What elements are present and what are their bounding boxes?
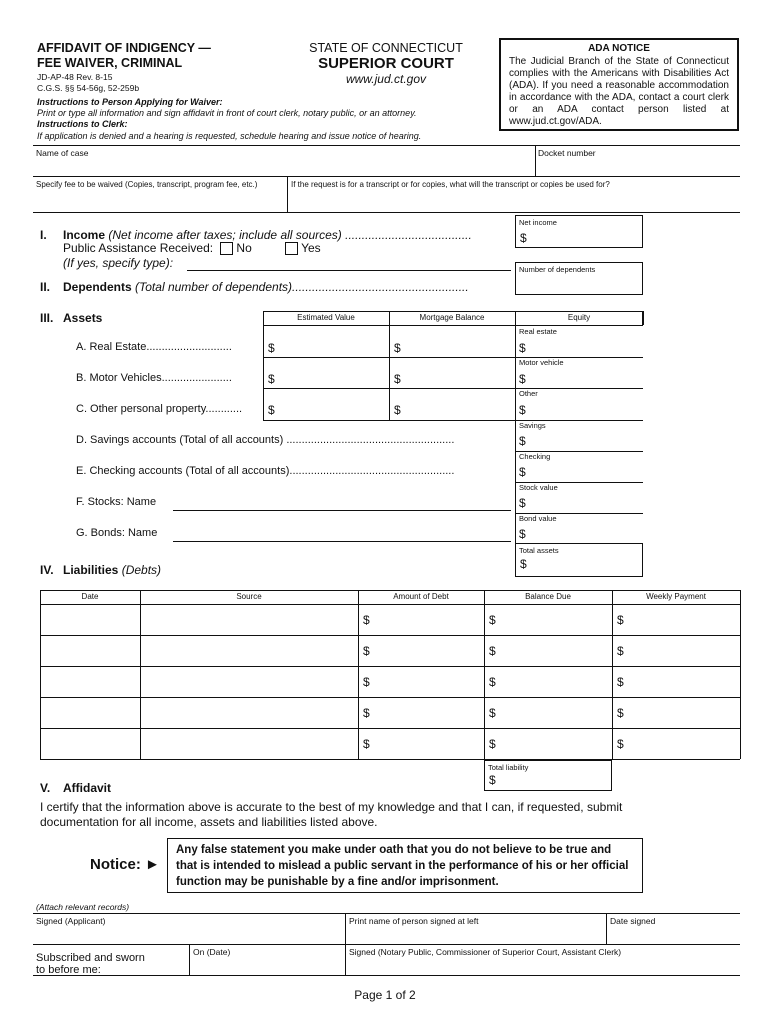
docket-number-input[interactable] [538,160,738,174]
bond-dollar: $ [519,527,526,541]
date-signed-field[interactable] [610,928,738,944]
col-mortgage-balance: Mortgage Balance [419,313,485,322]
notice-text: Any false statement you make under oath that you do not believe to be true and that is intended to mislead a public servant in the performance of his or her official function may be punishable by a fine and/or imprisonment. [176,844,629,888]
affidavit-text-line1: I certify that the information above is accurate to the best of my knowledge and that I can, if requested, submit [40,800,623,814]
other-value-dollar: $ [268,403,275,417]
liabilities-heading [63,563,161,577]
form-number: JD-AP-48 Rev. 8-15 [37,72,113,82]
public-assistance-no-checkbox[interactable] [220,242,233,255]
no-label: No [236,241,252,255]
liability-dollar: $ [363,737,370,751]
liability-row[interactable] [40,635,740,666]
real-estate-mortgage-dollar: $ [394,341,401,355]
applicant-instructions-heading: Instructions to Person Applying for Waiver: [37,97,223,107]
liabilities-col-weekly-payment: Weekly Payment [646,592,706,601]
income-detail: (Net income after taxes; include all sources) ...................................... [108,228,472,242]
public-assistance-label: Public Assistance Received: [63,241,214,255]
other-mortgage-dollar: $ [394,403,401,417]
notice-box [167,838,643,893]
savings-box-label: Savings [519,421,546,430]
liability-dollar: $ [617,675,624,689]
liability-dollar: $ [363,706,370,720]
dependents-detail: (Total number of dependents)..................................................... [135,280,469,294]
on-date-field[interactable] [193,958,341,972]
liability-dollar: $ [489,644,496,658]
asset-row-motor-vehicles: B. Motor Vehicles....................... [76,372,232,384]
dependents-heading [63,280,469,294]
income-number: I. [40,228,47,242]
state-name: STATE OF CONNECTICUT [309,41,463,55]
income-section [40,228,47,242]
signed-notary-label: Signed (Notary Public, Commissioner of Superior Court, Assistant Clerk) [349,947,622,957]
real-estate-box-label: Real estate [519,327,557,336]
liability-row[interactable] [40,728,740,759]
court-header [286,41,486,86]
liabilities-col-amount-of-debt: Amount of Debt [393,592,449,601]
liability-dollar: $ [489,675,496,689]
applicant-instructions-text: Print or type all information and sign affidavit in front of court clerk, notary public, or an attorney. [37,108,417,118]
docket-number-label: Docket number [538,148,596,158]
assets-number: III. [40,311,54,325]
public-assistance-row [63,241,321,255]
transcript-use-label: If the request is for a transcript or for copies, what will the transcript or copies be used for? [291,180,610,189]
total-assets-label: Total assets [519,546,559,555]
notice-label: Notice: ► [90,856,160,873]
checking-box-label: Checking [519,452,551,461]
motor-vehicle-mortgage-dollar: $ [394,372,401,386]
print-name-field[interactable] [349,928,603,944]
ada-text: The Judicial Branch of the State of Connecticut complies with the Americans with Disabilities Act (ADA). If you need a reasonable accommodation in accordance with the ADA, contact a court clerk or an ADA contact person listed at www.jud.ct.gov/ADA. [509,56,729,127]
name-of-case-label: Name of case [36,148,89,158]
asset-row-savings: D. Savings accounts (Total of all accounts) ....................................................... [76,434,455,446]
income-heading [63,228,472,242]
col-estimated-value: Estimated Value [297,313,355,322]
date-signed-label: Date signed [610,916,656,926]
affidavit-text-line2: documentation for all income, assets and liabilities listed above. [40,815,378,829]
real-estate-equity-dollar: $ [519,341,526,355]
asset-row-stocks: F. Stocks: Name [76,496,157,508]
subscribed-line1: Subscribed and sworn [36,952,145,964]
liabilities-detail: (Debts) [121,563,162,577]
motor-vehicle-box-label: Motor vehicle [519,358,564,367]
liability-dollar: $ [617,706,624,720]
liabilities-col-source: Source [236,592,262,601]
savings-dollar: $ [519,434,526,448]
real-estate-value-dollar: $ [268,341,275,355]
ada-title: ADA NOTICE [588,43,650,54]
net-income-dollar: $ [520,231,527,245]
subscribed-line2: to before me: [36,964,101,976]
signed-applicant-label: Signed (Applicant) [36,916,106,926]
assets-label: Assets [63,311,103,325]
bonds-name-line[interactable] [173,541,511,542]
liability-dollar: $ [363,675,370,689]
public-assistance-yes-checkbox[interactable] [285,242,298,255]
notary-signature-field[interactable] [349,958,737,972]
specify-type-line[interactable] [187,270,511,271]
name-of-case-input[interactable] [36,160,532,174]
dependents-label: Dependents [63,280,132,294]
court-website: www.jud.ct.gov [345,72,427,86]
subscribed-sworn [36,952,145,976]
asset-row-bonds: G. Bonds: Name [76,527,158,539]
transcript-use-input[interactable] [291,193,738,209]
attach-records: (Attach relevant records) [36,902,130,912]
fee-waived-label: Specify fee to be waived (Copies, transcript, program fee, etc.) [36,180,258,189]
dependents-box[interactable] [515,262,643,295]
asset-row-other-property: C. Other personal property............ [76,403,243,415]
dependents-number: II. [40,280,51,294]
clerk-instructions-heading: Instructions to Clerk: [37,119,128,129]
yes-label: Yes [301,241,321,255]
liability-dollar: $ [617,644,624,658]
page-number: Page 1 of 2 [354,988,416,1002]
total-liability-label: Total liability [488,763,529,772]
print-name-label: Print name of person signed at left [349,916,479,926]
fee-waived-input[interactable] [36,193,284,209]
liability-dollar: $ [363,613,370,627]
total-assets-box[interactable] [515,543,643,577]
form-title [37,41,211,71]
motor-vehicle-value-dollar: $ [268,372,275,386]
liability-dollar: $ [617,613,624,627]
income-label: Income [63,228,106,242]
liability-dollar: $ [489,613,496,627]
total-assets-dollar: $ [520,557,527,571]
other-equity-dollar: $ [519,403,526,417]
col-equity: Equity [567,313,591,322]
specify-type-label: (If yes, specify type): [63,256,174,270]
affidavit-label: Affidavit [63,781,111,795]
on-date-label: On (Date) [193,947,231,957]
asset-row-real-estate: A. Real Estate............................ [76,341,232,353]
stock-dollar: $ [519,496,526,510]
bond-box-label: Bond value [519,514,557,523]
statutes: C.G.S. §§ 54-56g, 52-259b [37,83,140,93]
stocks-name-line[interactable] [173,510,511,511]
ada-notice [499,38,739,131]
court-name: SUPERIOR COURT [318,55,454,72]
applicant-signature-field[interactable] [36,928,342,944]
total-liability-dollar: $ [489,773,496,787]
form-title-line1: AFFIDAVIT OF INDIGENCY — [37,41,211,55]
net-income-box[interactable] [515,215,643,248]
checking-dollar: $ [519,465,526,479]
liability-row[interactable] [40,604,740,635]
liability-dollar: $ [489,737,496,751]
liability-dollar: $ [617,737,624,751]
clerk-instructions-text: If application is denied and a hearing is requested, schedule hearing and issue notice of hearing. [37,131,422,141]
liability-dollar: $ [489,706,496,720]
liability-row[interactable] [40,666,740,697]
form-title-line2: FEE WAIVER, CRIMINAL [37,56,183,70]
liabilities-col-balance-due: Balance Due [525,592,571,601]
liabilities-label: Liabilities [63,563,119,577]
asset-row-checking: E. Checking accounts (Total of all accounts)...................................................... [76,465,455,477]
liabilities-col-date: Date [81,592,99,601]
liability-dollar: $ [363,644,370,658]
dependents-box-label: Number of dependents [519,265,596,274]
motor-vehicle-equity-dollar: $ [519,372,526,386]
liabilities-number: IV. [40,563,54,577]
affidavit-number: V. [40,781,51,795]
other-box-label: Other [519,389,538,398]
liability-row[interactable] [40,697,740,728]
stock-box-label: Stock value [519,483,558,492]
total-liability-box[interactable] [484,760,612,791]
net-income-label: Net income [519,218,557,227]
